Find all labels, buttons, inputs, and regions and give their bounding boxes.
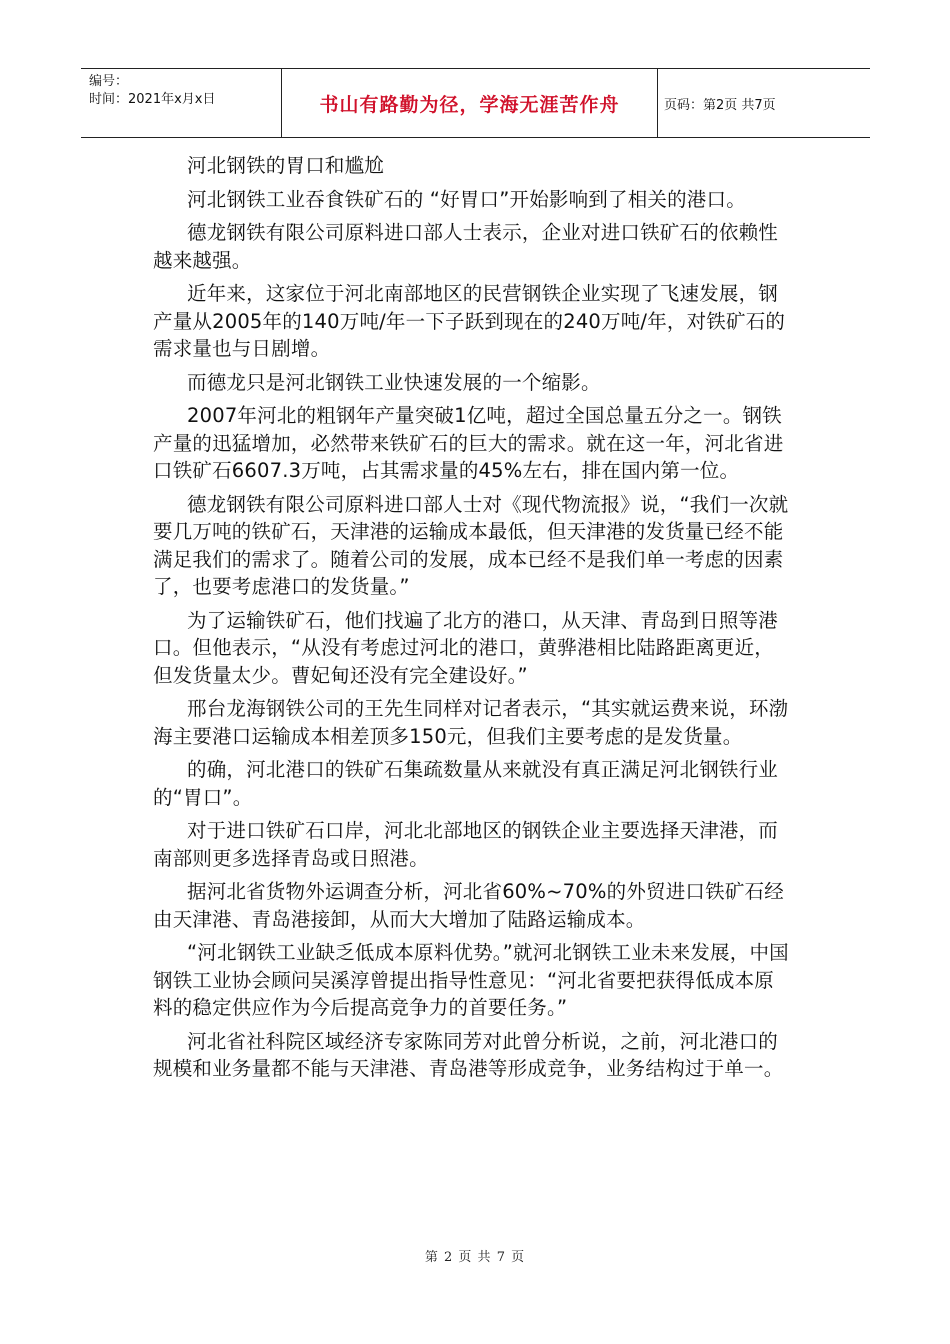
article-body xyxy=(153,152,793,1089)
paragraph: 河北省社科院区域经济专家陈同芳对此曾分析说，之前，河北港口的规模和业务量都不能与天津港、青岛港等形成竞争，业务结构过于单一。 xyxy=(153,1029,784,1080)
paragraph: 2007年河北的粗钢年产量突破1亿吨，超过全国总量五分之一。钢铁产量的迅猛增加，必然带来铁矿石的巨大的需求。就在这一年，河北省进口铁矿石6607.3万吨，占其需求量的45%左右，排在国内第一位。 xyxy=(153,404,784,482)
page-info: 页码：第2页 共7页 xyxy=(664,97,776,113)
paragraph: 的确，河北港口的铁矿石集疏数量从来就没有真正满足河北钢铁行业的“胃口”。 xyxy=(153,758,779,809)
motto-text: 书山有路勤为径，学海无涯苦作舟 xyxy=(319,93,620,116)
paragraph: 德龙钢铁有限公司原料进口部人士表示，企业对进口铁矿石的依赖性越来越强。 xyxy=(153,221,779,272)
number-label: 编号： xyxy=(89,74,129,89)
time-label: 时间：2021年x月x日 xyxy=(89,92,216,107)
paragraph: 近年来，这家位于河北南部地区的民营钢铁企业实现了飞速发展，钢产量从2005年的140万吨/年一下子跃到现在的240万吨/年，对铁矿石的需求量也与日剧增。 xyxy=(153,282,786,360)
paragraph: 据河北省货物外运调查分析，河北省60%~70%的外贸进口铁矿石经由天津港、青岛港接卸，从而大大增加了陆路运输成本。 xyxy=(153,880,784,931)
paragraph: 邢台龙海钢铁公司的王先生同样对记者表示，“其实就运费来说，环渤海主要港口运输成本相差顶多150元，但我们主要考虑的是发货量。 xyxy=(153,697,789,748)
paragraph: 河北钢铁工业吞食铁矿石的 “好胃口”开始影响到了相关的港口。 xyxy=(187,187,746,211)
article-title: 河北钢铁的胃口和尴尬 xyxy=(187,154,385,177)
header-motto-cell xyxy=(282,69,658,137)
header-meta-cell xyxy=(81,69,282,137)
paragraph: “河北钢铁工业缺乏低成本原料优势。”就河北钢铁工业未来发展，中国钢铁工业协会顾问吴溪淳曾提出指导性意见：“河北省要把获得低成本原料的稳定供应作为今后提高竞争力的首要任务。” xyxy=(153,941,789,1019)
header-page-cell xyxy=(658,69,870,137)
page-footer: 第 2 页 共 7 页 xyxy=(424,1250,526,1265)
paragraph: 德龙钢铁有限公司原料进口部人士对《现代物流报》说，“我们一次就要几万吨的铁矿石，天津港的运输成本最低，但天津港的发货量已经不能满足我们的需求了。随着公司的发展，成本已经不是我们单一考虑的因素了，也要考虑港口的发货量。” xyxy=(153,492,789,598)
paragraph: 为了运输铁矿石，他们找遍了北方的港口，从天津、青岛到日照等港口。但他表示，“从没有考虑过河北的港口，黄骅港相比陆路距离更近，但发货量太少。曹妃甸还没有完全建设好。” xyxy=(153,608,779,687)
paragraph: 而德龙只是河北钢铁工业快速发展的一个缩影。 xyxy=(187,370,601,394)
paragraph: 对于进口铁矿石口岸，河北北部地区的钢铁企业主要选择天津港，而南部则更多选择青岛或日照港。 xyxy=(153,819,779,870)
header-table xyxy=(81,68,870,138)
